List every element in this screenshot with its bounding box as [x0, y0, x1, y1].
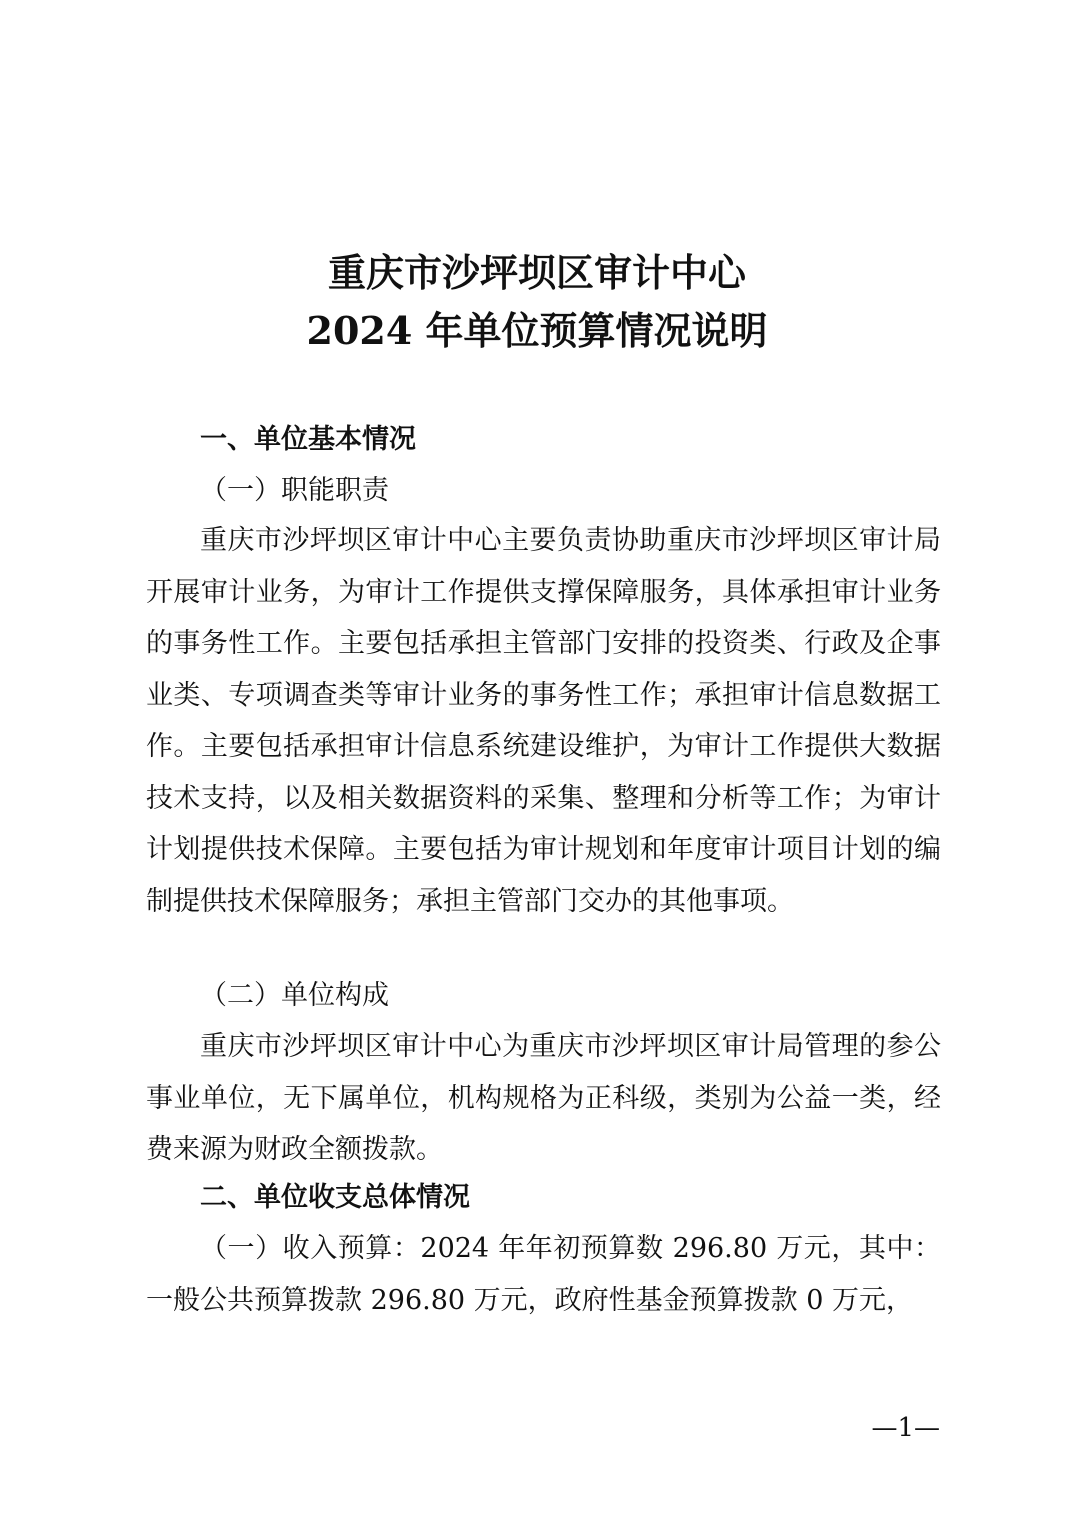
- section2-heading: 二、单位收支总体情况: [200, 1182, 470, 1213]
- section1-sub1-paragraph: 重庆市沙坪坝区审计中心主要负责协助重庆市沙坪坝区审计局开展审计业务，为审计工作提供支撑保障服务，具体承担审计业务的事务性工作。主要包括承担主管部门安排的投资类、行政及企事业类、专项调查类等审计业务的事务性工作；承担审计信息数据工作。主要包括承担审计信息系统建设维护，为审计工作提供大数据技术支持，以及相关数据资料的采集、整理和分析等工作；为审计计划提供技术保障。主要包括为审计规划和年度审计项目计划的编制提供技术保障服务；承担主管部门交办的其他事项。: [146, 525, 941, 917]
- section2-paragraph: （一）收入预算：2024 年年初预算数 296.80 万元，其中：一般公共预算拨款 296.80 万元，政府性基金预算拨款 0 万元，: [146, 1233, 941, 1316]
- document-title-line1: 重庆市沙坪坝区审计中心: [327, 250, 746, 295]
- document-title-line2: 2024 年单位预算情况说明: [306, 308, 768, 353]
- section1-sub1-heading: （一）职能职责: [200, 475, 389, 506]
- section1-sub2-heading: （二）单位构成: [200, 980, 389, 1011]
- page-number: —1—: [871, 1413, 940, 1443]
- section1-sub2-paragraph: 重庆市沙坪坝区审计中心为重庆市沙坪坝区审计局管理的参公事业单位，无下属单位，机构规格为正科级，类别为公益一类，经费来源为财政全额拨款。: [146, 1031, 941, 1165]
- section1-heading: 一、单位基本情况: [200, 424, 416, 455]
